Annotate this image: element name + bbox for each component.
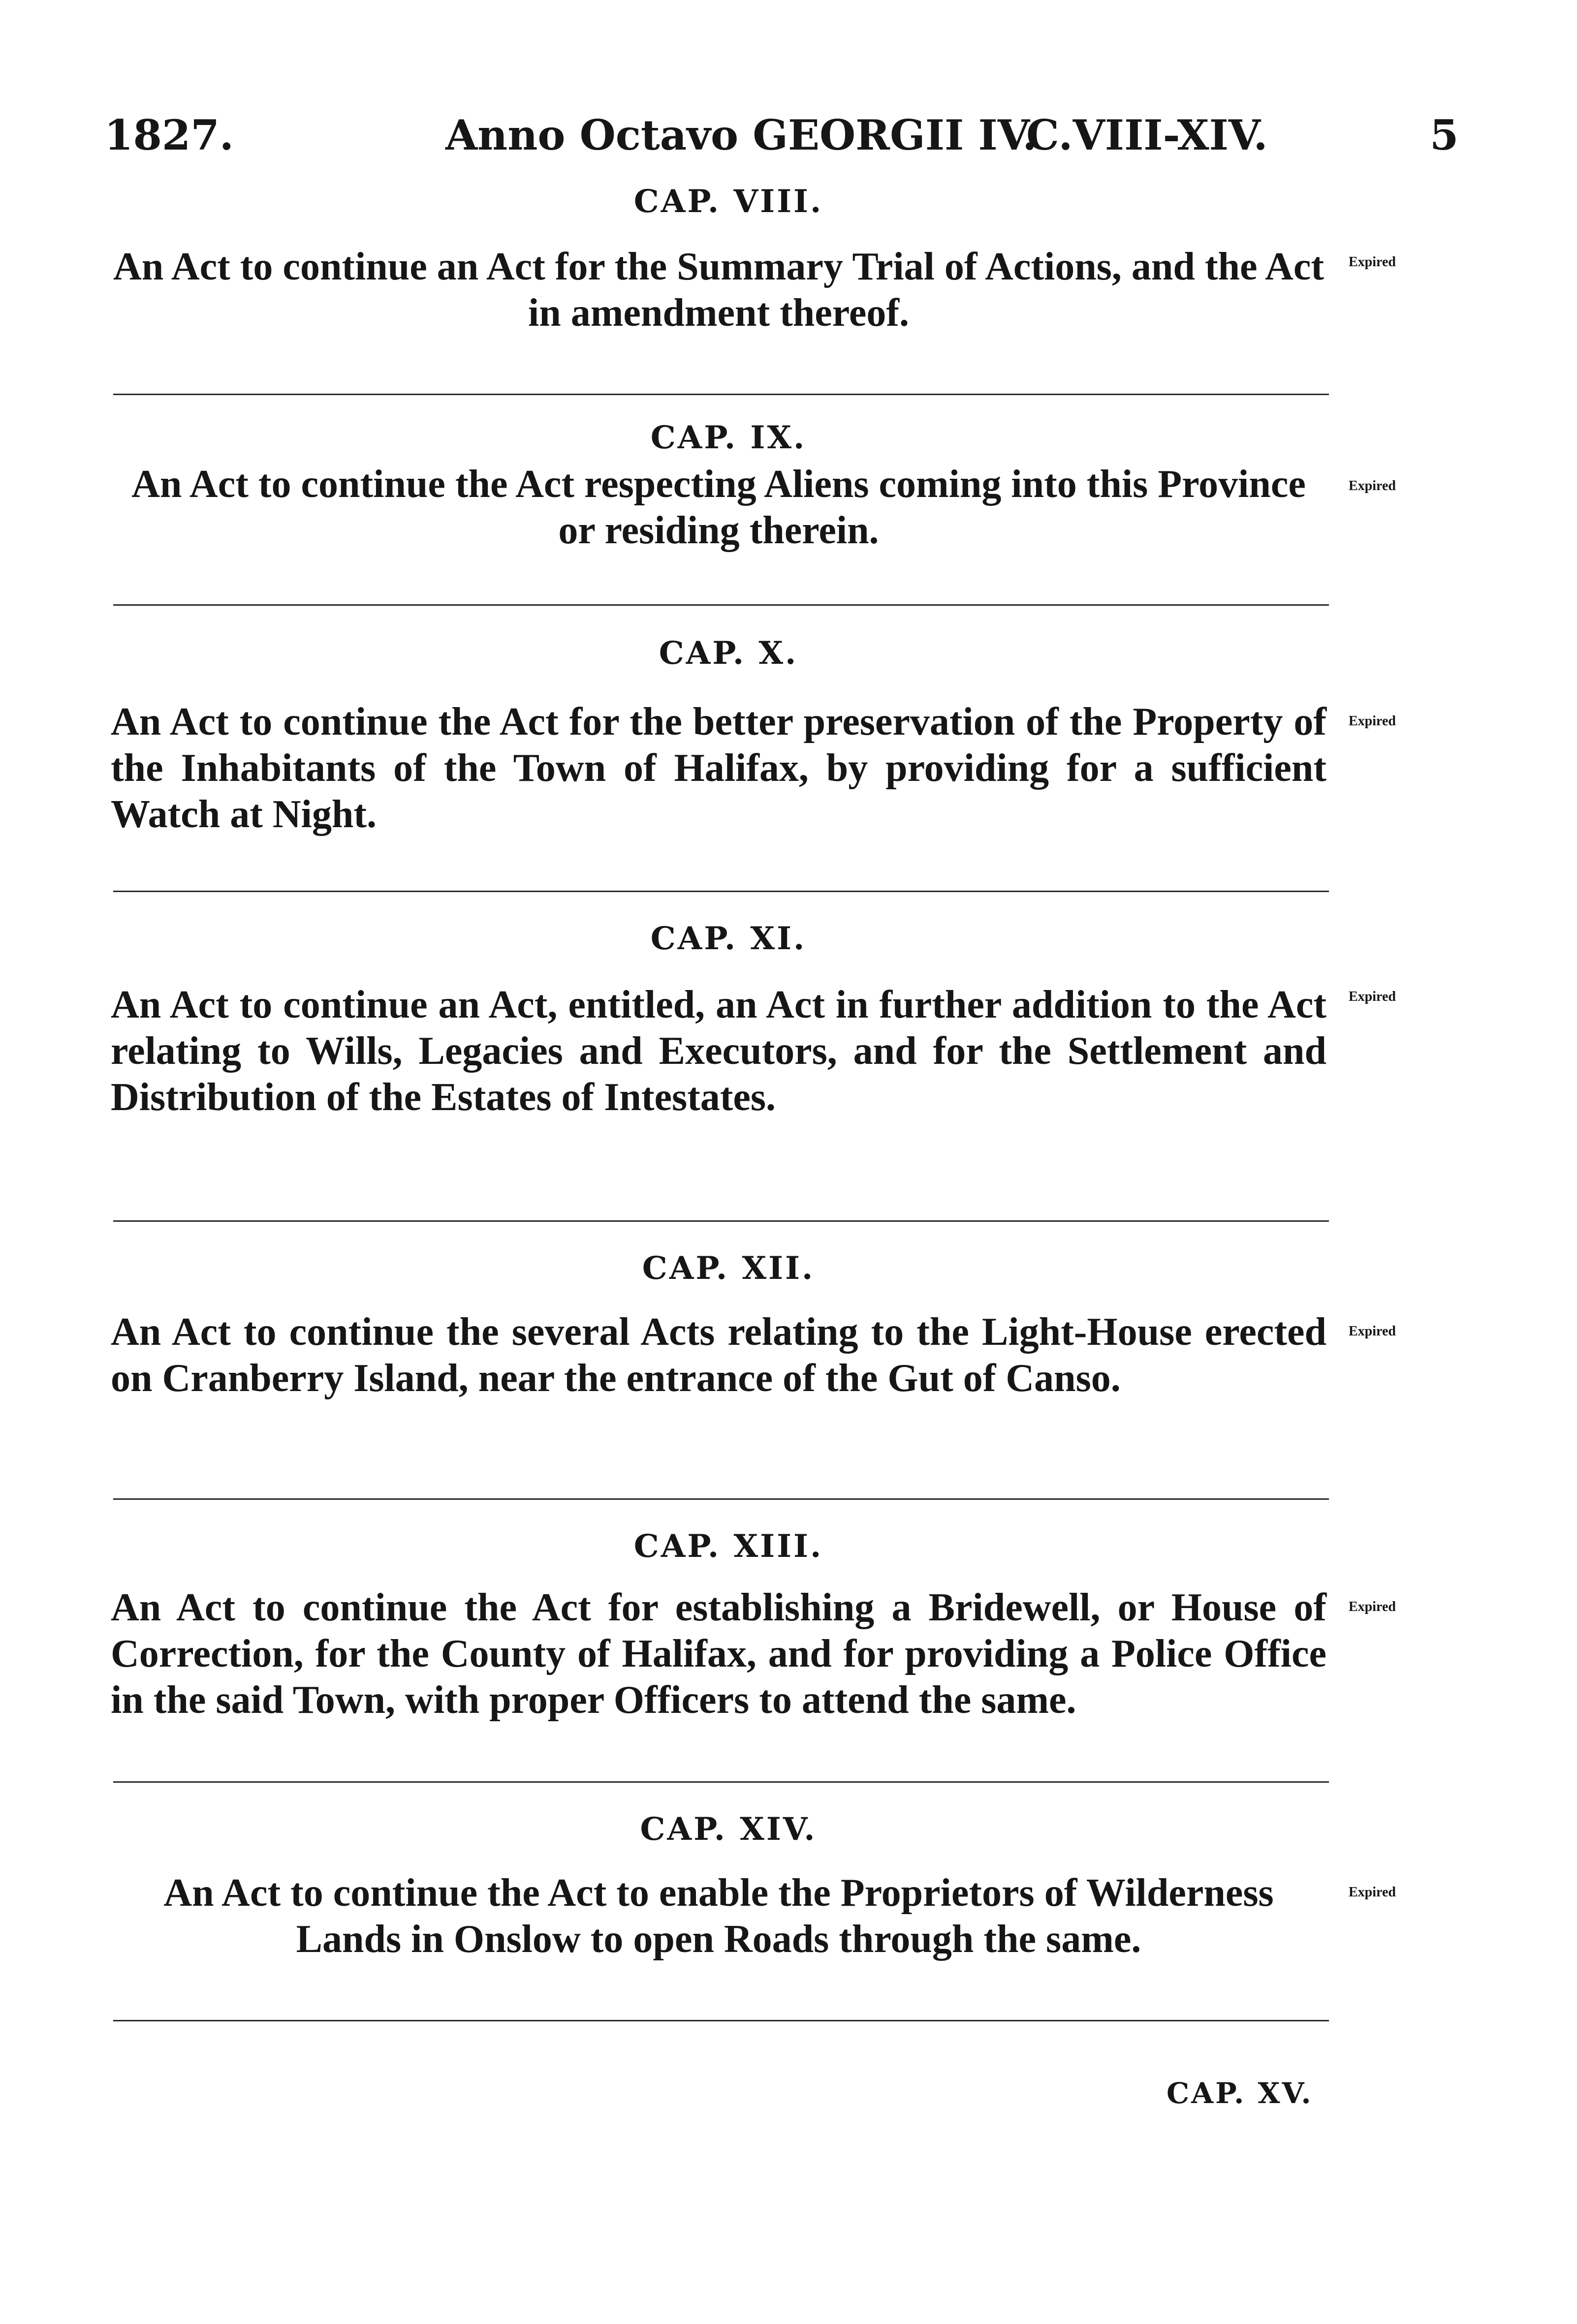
act-text: An Act to continue the Act for establishing a Bridewell, or House of Correction, for the County of Halifax, and for providing a Police Office in the said Town, with proper Officers to attend the same. <box>111 1586 1326 1722</box>
section-rule <box>113 394 1329 395</box>
running-head-year: 1827. <box>104 111 234 159</box>
catchword: CAP. XV. <box>1167 2076 1313 2110</box>
section-rule <box>113 2020 1329 2021</box>
margin-note: Expired <box>1349 478 1396 494</box>
margin-note: Expired <box>1349 989 1396 1004</box>
act-text: An Act to continue the Act for the better preservation of the Property of the Inhabitants of the Town of Halifax, by providing for a sufficient Watch at Night. <box>111 700 1326 836</box>
cap-heading: CAP. X. <box>659 635 798 672</box>
cap-heading: CAP. XI. <box>650 920 807 957</box>
cap-heading: CAP. XIV. <box>640 1811 817 1848</box>
section-rule <box>113 1220 1329 1222</box>
section-rule <box>113 604 1329 606</box>
page-number: 5 <box>1430 111 1459 159</box>
cap-heading: CAP. IX. <box>650 419 807 456</box>
section-rule <box>113 1781 1329 1783</box>
margin-note: Expired <box>1349 1324 1396 1339</box>
cap-heading: CAP. VIII. <box>633 183 823 220</box>
act-text: An Act to continue an Act for the Summary Trial of Actions, and the Act in amendment thereof. <box>113 245 1324 335</box>
section-rule <box>113 891 1329 892</box>
margin-note: Expired <box>1349 1885 1396 1900</box>
running-head-title: Anno Octavo GEORGII IV. <box>445 111 1037 159</box>
section-rule <box>113 1498 1329 1500</box>
cap-heading: CAP. XIII. <box>633 1528 823 1565</box>
act-text: An Act to continue an Act, entitled, an Act in further addition to the Act relating to Wills, Legacies and Executors, and for the Settlement and Distribution of the Estates of Intestates. <box>111 983 1326 1119</box>
margin-note: Expired <box>1349 254 1396 270</box>
running-head <box>0 111 1577 165</box>
running-head-chapters: C.VIII-XIV. <box>1026 111 1268 159</box>
act-text: An Act to continue the Act respecting Aliens coming into this Province or residing therein. <box>131 463 1306 552</box>
act-text: An Act to continue the several Acts relating to the Light-House erected on Cranberry Island, near the entrance of the Gut of Canso. <box>111 1310 1326 1400</box>
margin-note: Expired <box>1349 713 1396 729</box>
act-text: An Act to continue the Act to enable the Proprietors of Wilderness Lands in Onslow to open Roads through the same. <box>163 1871 1274 1961</box>
margin-note: Expired <box>1349 1599 1396 1614</box>
cap-heading: CAP. XII. <box>642 1250 815 1287</box>
